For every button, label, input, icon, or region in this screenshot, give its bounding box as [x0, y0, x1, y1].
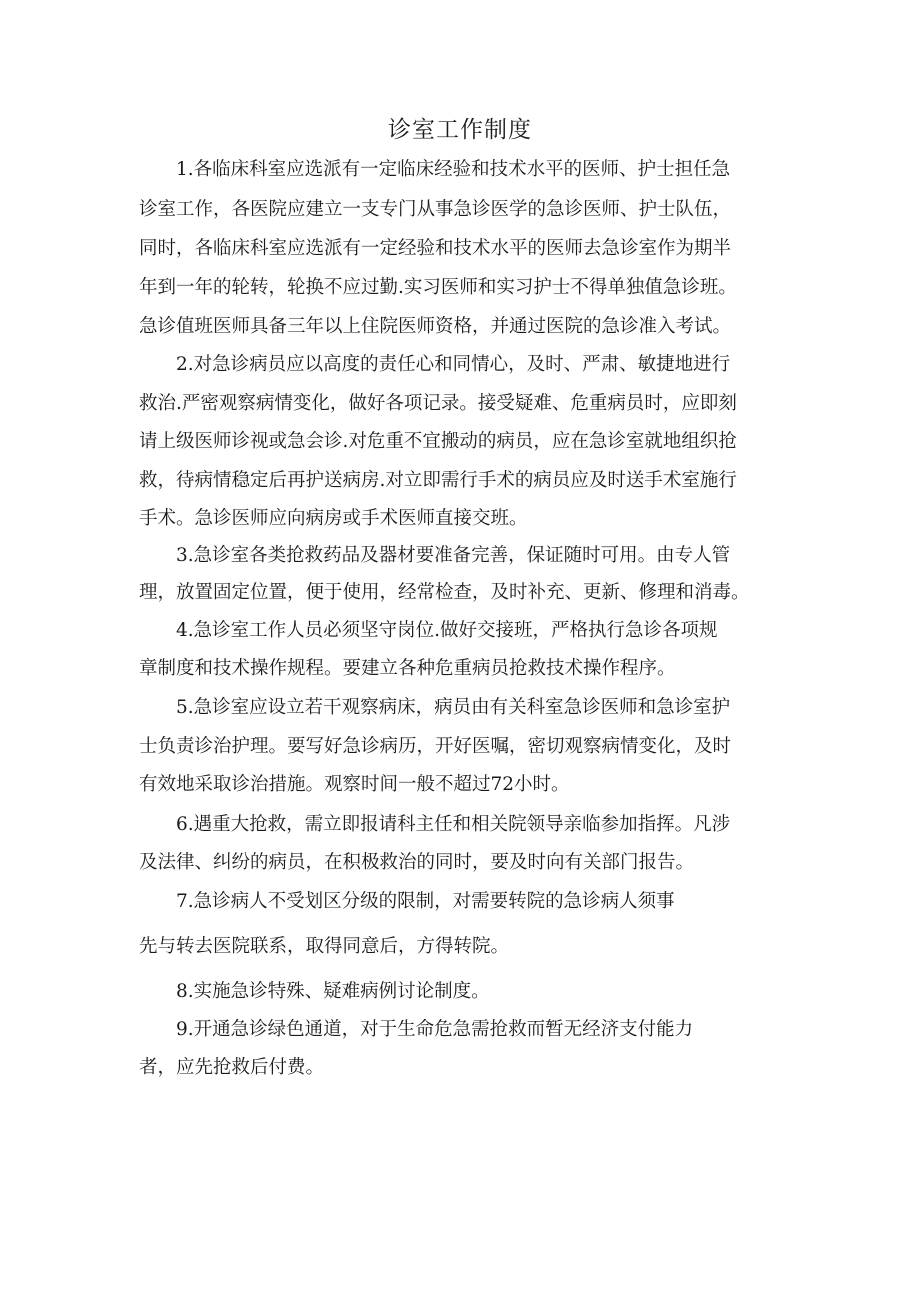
paragraph-line: 年到一年的轮转，轮换不应过勤.实习医师和实习护士不得单独值急诊班。	[139, 277, 737, 298]
paragraph-line: 士负责诊治护理。要写好急诊病历，开好医嘱，密切观察病情变化，及时	[139, 736, 732, 757]
paragraph-line: 3.急诊室各类抢救药品及器材要准备完善，保证随时可用。由专人管	[176, 545, 731, 566]
paragraph-line: 6.遇重大抢救，需立即报请科主任和相关院领导亲临参加指挥。凡涉	[176, 814, 731, 835]
paragraph-line: 救治.严密观察病情变化，做好各项记录。接受疑难、危重病员时，应即刻	[139, 393, 737, 414]
paragraph-line: 手术。急诊医师应向病房或手术医师直接交班。	[139, 508, 528, 529]
paragraph-line: 5.急诊室应设立若干观察病床，病员由有关科室急诊医师和急诊室护	[176, 697, 731, 718]
paragraph-line: 请上级医师诊视或急会诊.对危重不宜搬动的病员，应在急诊室就地组织抢	[139, 431, 737, 452]
paragraph-line: 9.开通急诊绿色通道，对于生命危急需抢救而暂无经济支付能力	[176, 1019, 694, 1040]
paragraph-line: 1.各临床科室应选派有一定临床经验和技术水平的医师、护士担任急	[176, 159, 731, 180]
paragraph-line: 救，待病情稳定后再护送病房.对立即需行手术的病员应及时送手术室施行	[139, 470, 737, 491]
paragraph-line: 及法律、纠纷的病员，在积极救治的同时，要及时向有关部门报告。	[139, 852, 695, 873]
paragraph-line: 章制度和技术操作规程。要建立各种危重病员抢救技术操作程序。	[139, 658, 676, 679]
paragraph-line: 8.实施急诊特殊、疑难病例讨论制度。	[176, 981, 490, 1002]
paragraph-line: 2.对急诊病员应以高度的责任心和同情心，及时、严肃、敏捷地进行	[176, 354, 731, 375]
paragraph-line: 理，放置固定位置，便于使用，经常检查，及时补充、更新、修理和消毒。	[139, 582, 750, 603]
paragraph-line: 4.急诊室工作人员必须坚守岗位.做好交接班，严格执行急诊各项规	[176, 620, 718, 641]
paragraph-line: 急诊值班医师具备三年以上住院医师资格，并通过医院的急诊准入考试。	[139, 316, 732, 337]
paragraph-line: 7.急诊病人不受划区分级的限制，对需要转院的急诊病人须事	[176, 891, 675, 912]
page-title: 诊室工作制度	[388, 117, 532, 143]
paragraph-line: 有效地采取诊治措施。观察时间一般不超过72小时。	[139, 774, 570, 795]
paragraph-line: 同时，各临床科室应选派有一定经验和技术水平的医师去急诊室作为期半	[139, 238, 732, 259]
paragraph-line: 者，应先抢救后付费。	[139, 1057, 325, 1078]
paragraph-line: 诊室工作，各医院应建立一支专门从事急诊医学的急诊医师、护士队伍，	[139, 199, 732, 220]
paragraph-line: 先与转去医院联系，取得同意后，方得转院。	[139, 936, 510, 957]
